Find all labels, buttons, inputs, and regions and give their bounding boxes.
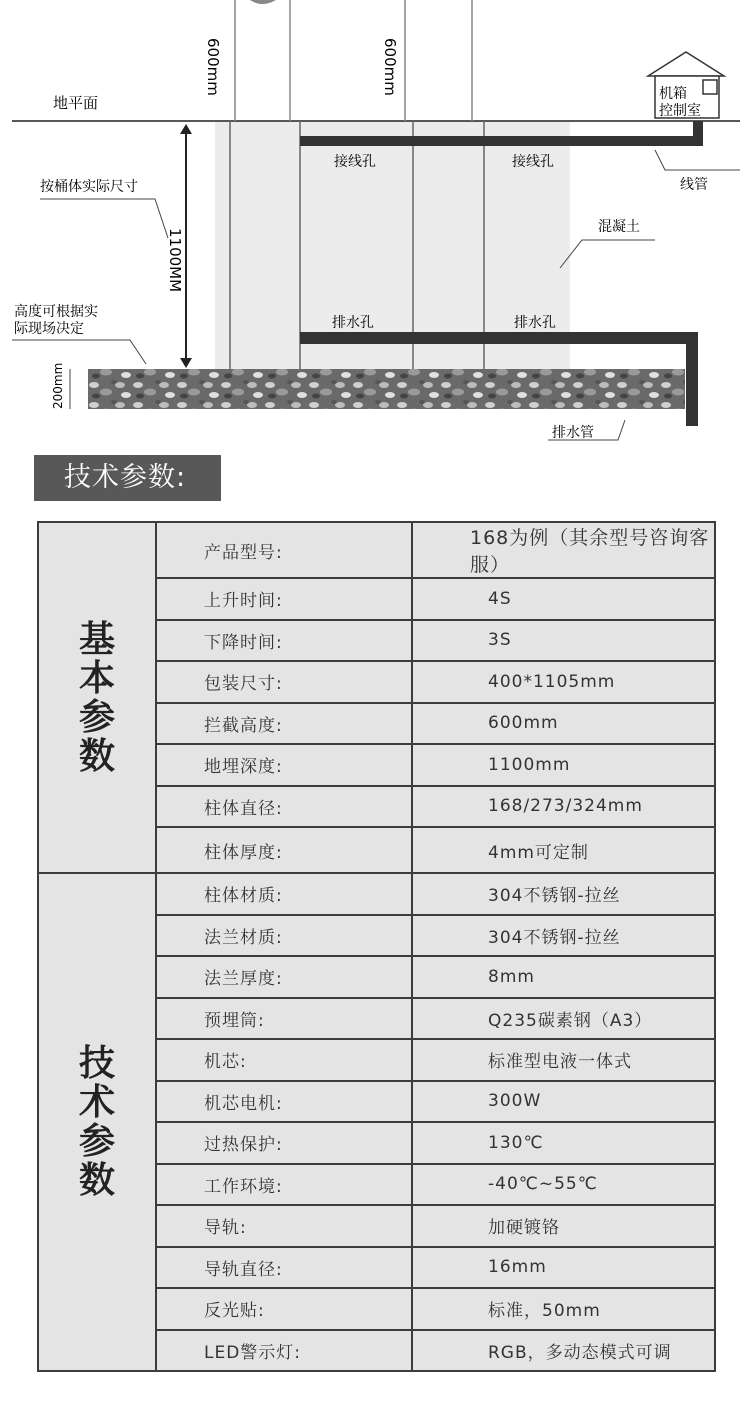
spec-value: 标准型电液一体式 xyxy=(412,1039,715,1081)
spec-table xyxy=(37,521,716,1372)
spec-key: 导轨: xyxy=(156,1205,412,1247)
spec-key: 柱体直径: xyxy=(156,786,412,828)
wire-hole-left: 接线孔 xyxy=(334,154,376,170)
height-600-left: 600mm xyxy=(204,38,222,96)
spec-value: 168为例（其余型号咨询客服） xyxy=(412,522,715,578)
spec-value: 加硬镀铬 xyxy=(412,1205,715,1247)
drain-pipe-label: 排水管 xyxy=(552,425,594,441)
spec-key: 柱体厚度: xyxy=(156,827,412,873)
spec-value: 168/273/324mm xyxy=(412,786,715,828)
concrete-label: 混凝土 xyxy=(598,219,640,235)
table-row xyxy=(38,522,715,578)
spec-key: 地埋深度: xyxy=(156,744,412,786)
spec-key: 工作环境: xyxy=(156,1164,412,1206)
barrel-note: 按桶体实际尺寸 xyxy=(40,179,138,195)
spec-key: 预埋筒: xyxy=(156,998,412,1040)
height-note-line2: 际现场决定 xyxy=(14,321,84,337)
spec-key: 产品型号: xyxy=(156,522,412,578)
height-note-line1: 高度可根据实 xyxy=(14,304,98,320)
spec-value: 8mm xyxy=(412,956,715,998)
installation-diagram xyxy=(0,0,750,445)
spec-value: Q235碳素钢（A3） xyxy=(412,998,715,1040)
spec-key: 反光贴: xyxy=(156,1288,412,1330)
spec-value: 304不锈钢-拉丝 xyxy=(412,873,715,915)
spec-key: 法兰厚度: xyxy=(156,956,412,998)
spec-value: 4S xyxy=(412,578,715,620)
control-box-line2: 控制室 xyxy=(659,103,701,119)
wire-hole-right: 接线孔 xyxy=(512,154,554,170)
group-title: 基 本 参 数 xyxy=(38,522,156,873)
gravel-bed xyxy=(88,369,685,409)
section-title: 技术参数: xyxy=(34,455,221,501)
spec-value: -40℃~55℃ xyxy=(412,1164,715,1206)
drain-hole-right: 排水孔 xyxy=(514,315,556,331)
spec-key: LED警示灯: xyxy=(156,1330,412,1372)
bollard-top xyxy=(250,0,276,4)
spec-key: 导轨直径: xyxy=(156,1247,412,1289)
group-title: 技 术 参 数 xyxy=(38,873,156,1371)
spec-key: 包装尺寸: xyxy=(156,661,412,703)
spec-value: RGB，多动态模式可调 xyxy=(412,1330,715,1372)
gravel-label: 200mm xyxy=(51,362,65,409)
table-row xyxy=(38,873,715,915)
spec-key: 法兰材质: xyxy=(156,915,412,957)
spec-value: 1100mm xyxy=(412,744,715,786)
depth-label: 1100MM xyxy=(166,228,184,293)
drain-hole-left: 排水孔 xyxy=(332,315,374,331)
control-box-line1: 机箱 xyxy=(659,86,687,102)
spec-value: 600mm xyxy=(412,703,715,745)
spec-value: 130℃ xyxy=(412,1122,715,1164)
spec-value: 400*1105mm xyxy=(412,661,715,703)
spec-value: 16mm xyxy=(412,1247,715,1289)
spec-value: 3S xyxy=(412,620,715,662)
conduit-label: 线管 xyxy=(680,177,708,193)
spec-key: 过热保护: xyxy=(156,1122,412,1164)
spec-key: 机芯: xyxy=(156,1039,412,1081)
spec-value: 4mm可定制 xyxy=(412,827,715,873)
height-600-right: 600mm xyxy=(381,38,399,96)
spec-value: 300W xyxy=(412,1081,715,1123)
spec-key: 上升时间: xyxy=(156,578,412,620)
spec-key: 拦截高度: xyxy=(156,703,412,745)
spec-key: 机芯电机: xyxy=(156,1081,412,1123)
spec-value: 标准，50mm xyxy=(412,1288,715,1330)
ground-label: 地平面 xyxy=(53,94,99,112)
spec-key: 柱体材质: xyxy=(156,873,412,915)
spec-key: 下降时间: xyxy=(156,620,412,662)
spec-value: 304不锈钢-拉丝 xyxy=(412,915,715,957)
